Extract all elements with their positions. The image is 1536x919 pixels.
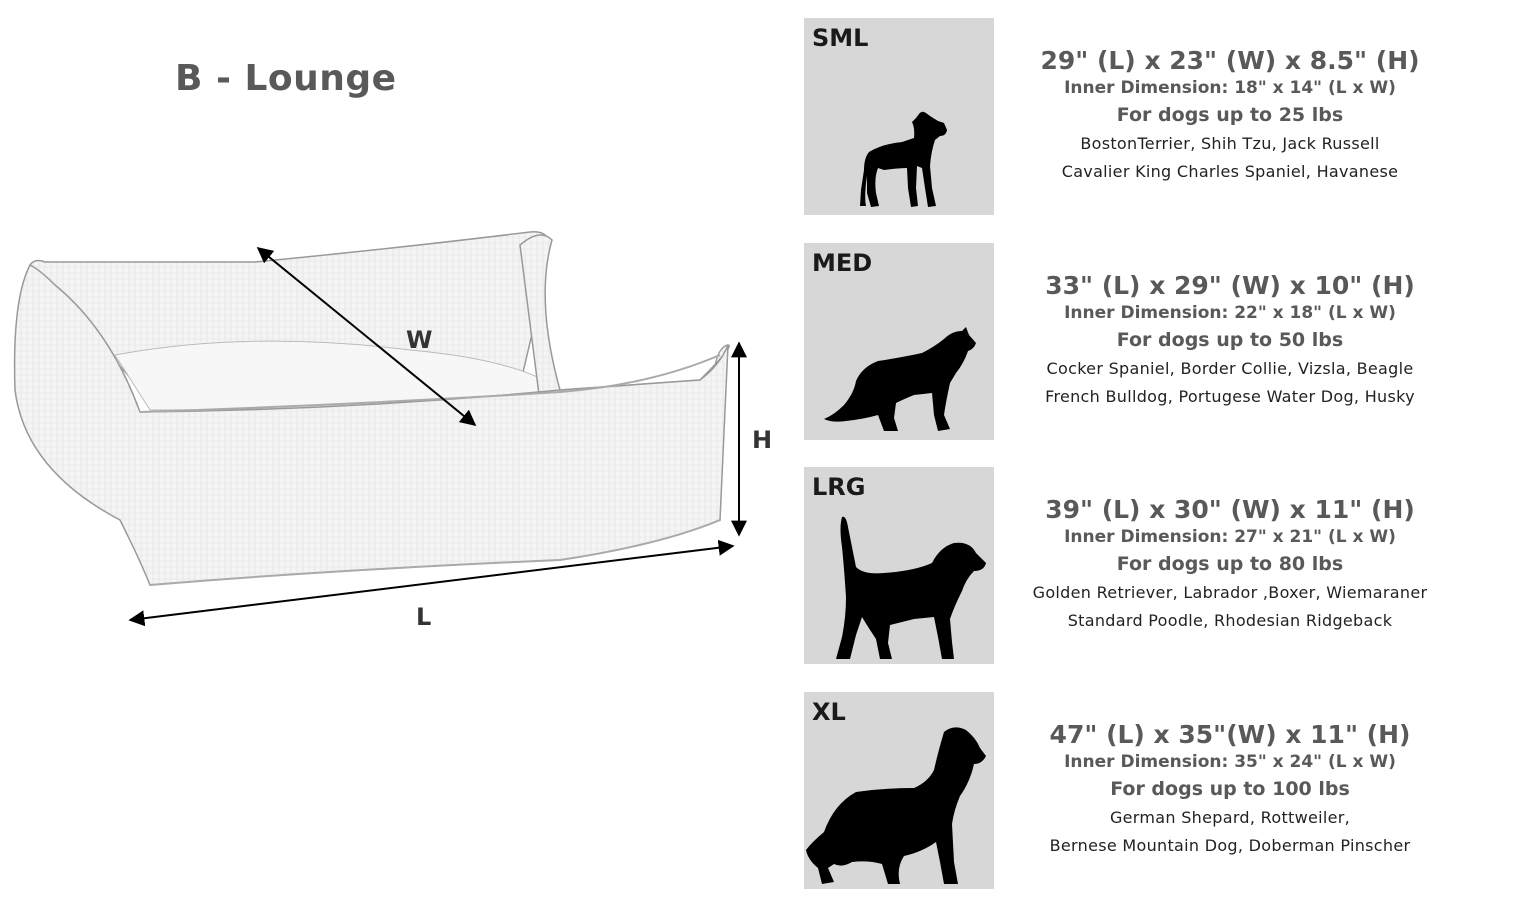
size-tile-med bbox=[804, 243, 994, 440]
size-tile-sml bbox=[804, 18, 994, 215]
breeds-line-1: Cocker Spaniel, Border Collie, Vizsla, Beagle bbox=[1046, 359, 1414, 378]
small-dog-silhouette-icon bbox=[804, 18, 994, 215]
breeds-line-2: Cavalier King Charles Spaniel, Havanese bbox=[1061, 162, 1399, 181]
breeds-line-2: Standard Poodle, Rhodesian Ridgeback bbox=[1067, 611, 1393, 630]
breeds-line-2: Bernese Mountain Dog, Doberman Pinscher bbox=[1049, 836, 1411, 855]
bed-sketch-icon bbox=[15, 232, 730, 585]
product-title: B - Lounge bbox=[175, 58, 397, 99]
inner-dimensions: Inner Dimension: 27" x 21" (L x W) bbox=[1064, 527, 1396, 547]
size-code: LRG bbox=[812, 473, 866, 501]
height-label: H bbox=[752, 426, 773, 454]
size-code: MED bbox=[812, 249, 873, 277]
medium-dog-silhouette-icon bbox=[804, 243, 994, 440]
breeds-line-1: BostonTerrier, Shih Tzu, Jack Russell bbox=[1080, 134, 1380, 153]
bed-diagram bbox=[0, 200, 800, 660]
outer-dimensions: 33" (L) x 29" (W) x 10" (H) bbox=[1045, 271, 1415, 300]
outer-dimensions: 39" (L) x 30" (W) x 11" (H) bbox=[1045, 495, 1415, 524]
inner-dimensions: Inner Dimension: 22" x 18" (L x W) bbox=[1064, 303, 1396, 323]
size-code: XL bbox=[812, 698, 846, 726]
weight-limit: For dogs up to 50 lbs bbox=[1116, 329, 1344, 351]
inner-dimensions: Inner Dimension: 18" x 14" (L x W) bbox=[1064, 78, 1396, 98]
breeds-line-1: German Shepard, Rottweiler, bbox=[1109, 808, 1351, 827]
breeds-line-2: French Bulldog, Portugese Water Dog, Husky bbox=[1045, 387, 1415, 406]
size-code: SML bbox=[812, 24, 869, 52]
size-info-sml bbox=[1000, 46, 1460, 186]
inner-dimensions: Inner Dimension: 35" x 24" (L x W) bbox=[1064, 752, 1396, 772]
outer-dimensions: 29" (L) x 23" (W) x 8.5" (H) bbox=[1040, 46, 1420, 75]
size-info-lrg bbox=[1000, 495, 1460, 635]
breeds-line-1: Golden Retriever, Labrador ,Boxer, Wiemaraner bbox=[1032, 583, 1428, 602]
size-tile-lrg bbox=[804, 467, 994, 664]
outer-dimensions: 47" (L) x 35"(W) x 11" (H) bbox=[1049, 720, 1411, 749]
size-tile-xl bbox=[804, 692, 994, 889]
weight-limit: For dogs up to 100 lbs bbox=[1110, 778, 1350, 800]
large-dog-silhouette-icon bbox=[804, 467, 994, 664]
weight-limit: For dogs up to 25 lbs bbox=[1116, 104, 1344, 126]
width-label: W bbox=[406, 326, 433, 354]
size-info-xl bbox=[1000, 720, 1460, 860]
size-info-med bbox=[1000, 271, 1460, 411]
length-label: L bbox=[416, 603, 432, 631]
xl-dog-silhouette-icon bbox=[804, 692, 994, 889]
weight-limit: For dogs up to 80 lbs bbox=[1116, 553, 1344, 575]
